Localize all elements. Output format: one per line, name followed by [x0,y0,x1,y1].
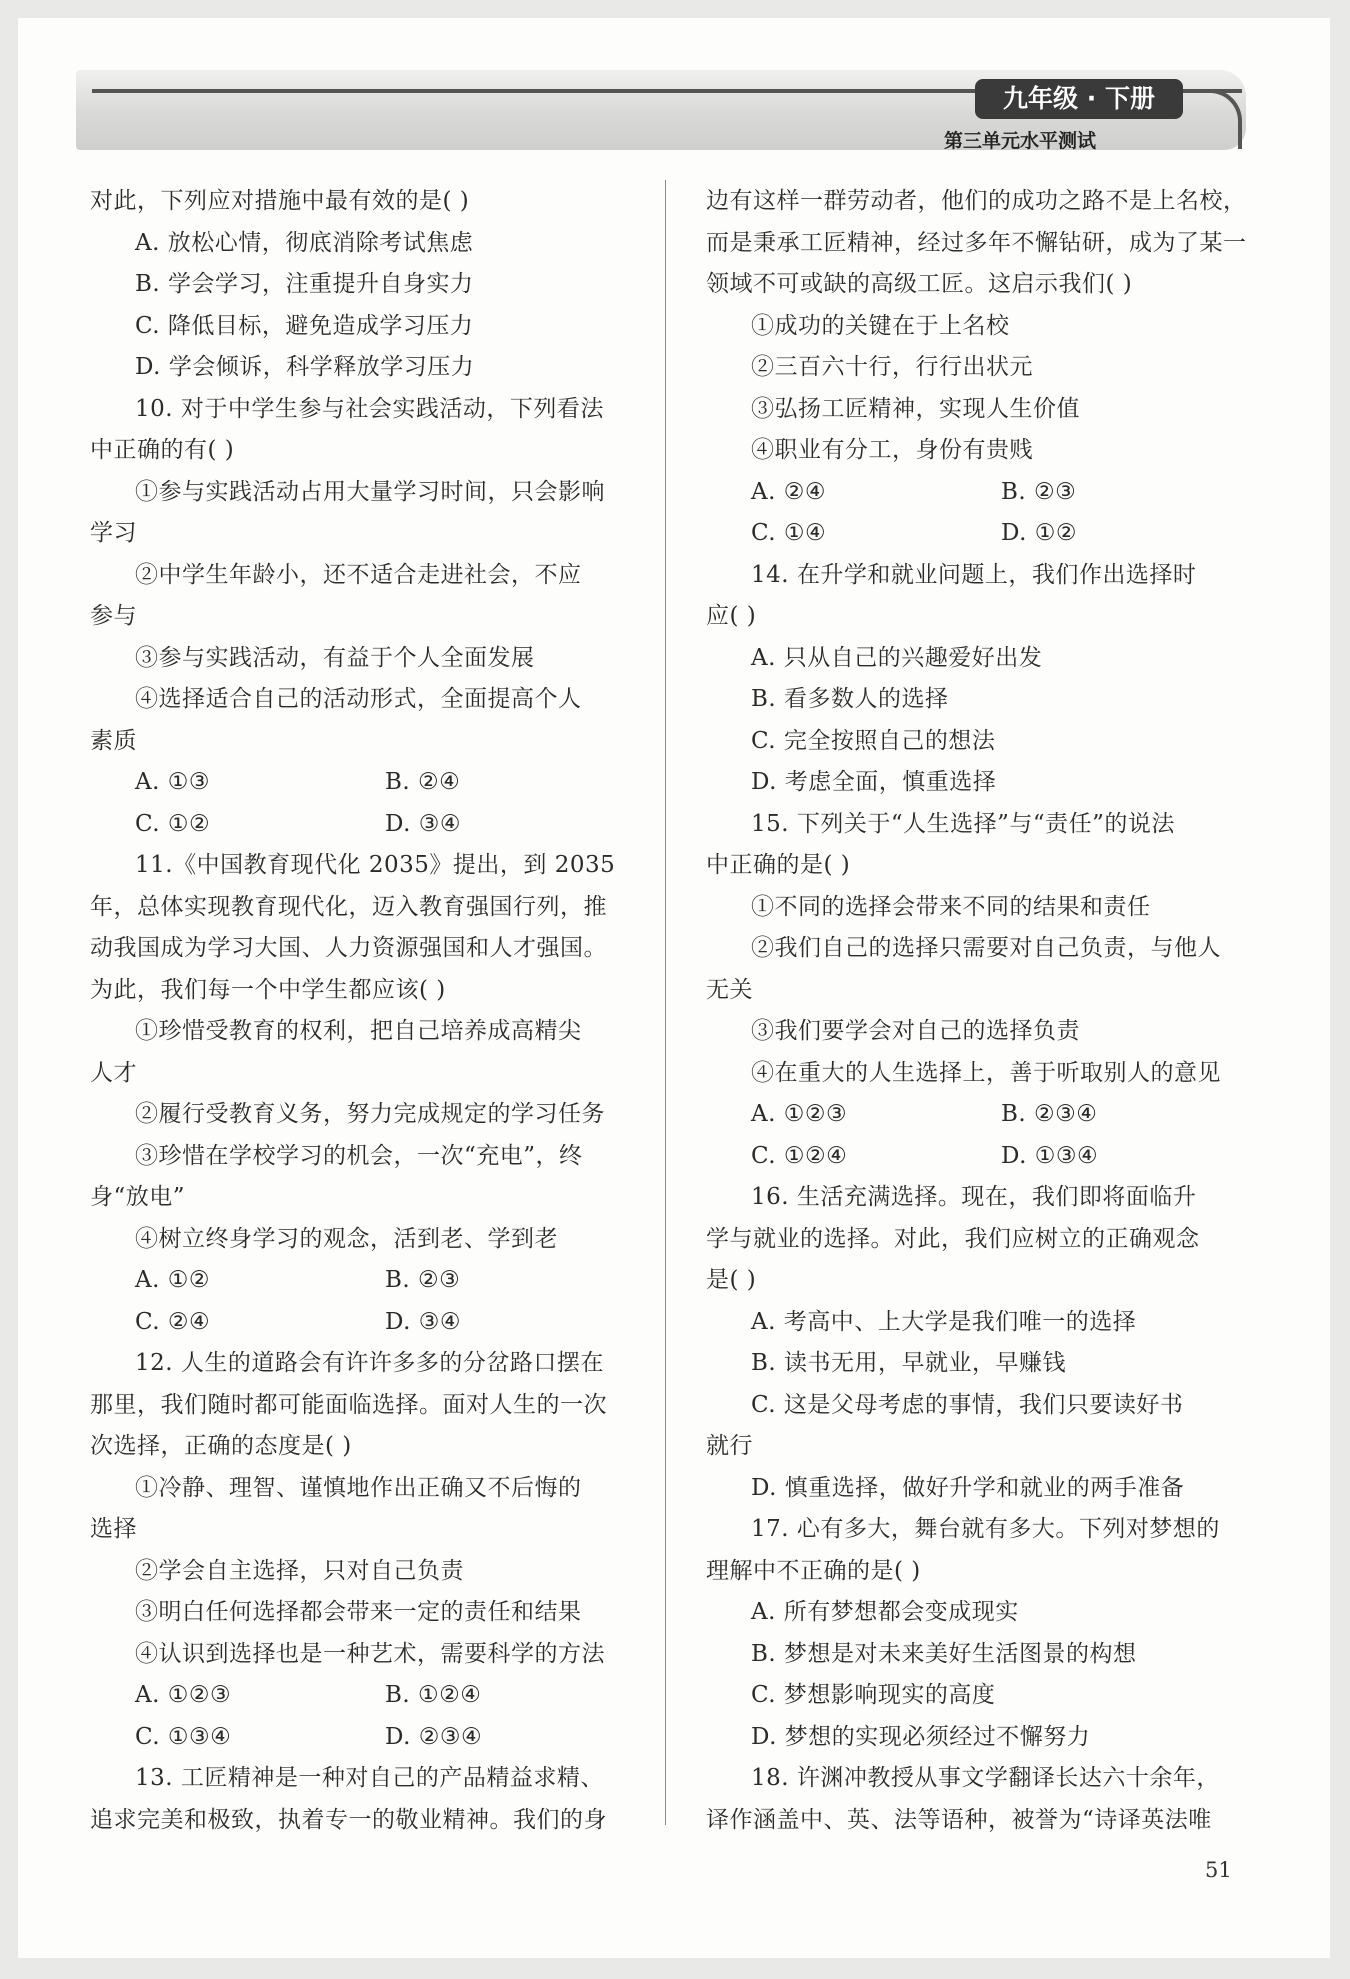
text-line: 人才 [90,1059,137,1086]
option-choice: B. ①②④ [385,1682,482,1708]
text-line: D. 学会倾诉，科学释放学习压力 [135,354,475,380]
option-choice: A. ①② [135,1267,210,1293]
column-divider [665,180,666,1825]
option-choice: C. ①③④ [135,1723,232,1750]
text-line: ④职业有分工，身份有贵贱 [751,437,1033,463]
text-line: ④树立终身学习的观念，活到老、学到老 [135,1225,558,1252]
text-line: ②三百六十行，行行出状元 [751,354,1033,380]
text-line: 那里，我们随时都可能面临选择。面对人生的一次 [90,1391,607,1418]
text-line: 理解中不正确的是( ) [706,1557,921,1584]
text-line: A. 考高中、上大学是我们唯一的选择 [751,1308,1137,1335]
option-choice: B. ②③ [385,1267,461,1293]
text-line: 参与 [90,603,137,629]
text-line: A. 只从自己的兴趣爱好出发 [751,644,1043,671]
text-line: ③弘扬工匠精神，实现人生价值 [751,395,1080,422]
text-line: 18. 许渊冲教授从事文学翻译长达六十余年， [751,1765,1220,1791]
text-line: 16. 生活充满选择。现在，我们即将面临升 [751,1184,1197,1210]
text-line: 13. 工匠精神是一种对自己的产品精益求精、 [135,1765,604,1791]
text-line: ③参与实践活动，有益于个人全面发展 [135,644,535,671]
text-line: 年，总体实现教育现代化，迈入教育强国行列，推 [90,893,607,920]
option-row [706,1094,1254,1136]
text-line: A. 所有梦想都会变成现实 [751,1599,1019,1625]
text-line: 中正确的有( ) [90,437,235,463]
text-line: A. 放松心情，彻底消除考试焦虑 [135,229,474,256]
text-line: 学习 [90,520,137,546]
option-row [90,1260,635,1302]
text-line: 14. 在升学和就业问题上，我们作出选择时 [751,561,1197,588]
text-line: ②学会自主选择，只对自己负责 [135,1557,464,1584]
text-line: ④选择适合自己的活动形式，全面提高个人 [135,686,582,712]
option-choice: A. ①②③ [135,1682,232,1708]
option-choice: D. ①③④ [1001,1142,1099,1169]
option-choice: A. ①②③ [751,1101,848,1127]
grade-badge: 九年级 · 下册 [975,79,1183,119]
text-line: 动我国成为学习大国、人力资源强国和人才强国。 [90,935,607,961]
text-line: 身“放电” [90,1184,186,1210]
text-line: 边有这样一群劳动者，他们的成功之路不是上名校， [706,188,1247,214]
text-line: C. 完全按照自己的想法 [751,727,996,754]
option-row [90,1302,635,1344]
text-line: ①不同的选择会带来不同的结果和责任 [751,893,1151,920]
text-line: 学与就业的选择。对此，我们应树立的正确观念 [706,1225,1200,1252]
option-choice: C. ①② [135,810,211,837]
option-choice: A. ①③ [135,769,210,795]
text-line: B. 看多数人的选择 [751,686,949,712]
text-line: 追求完美和极致，执着专一的敬业精神。我们的身 [90,1806,607,1833]
option-choice: C. ①②④ [751,1142,848,1169]
text-line: 应( ) [706,603,757,629]
text-line: 11.《中国教育现代化 2035》提出，到 2035 [135,852,616,878]
text-line: 译作涵盖中、英、法等语种，被誉为“诗译英法唯 [706,1806,1212,1833]
option-choice: C. ①④ [751,520,827,546]
option-choice: C. ②④ [135,1308,211,1335]
text-line: ②我们自己的选择只需要对自己负责，与他人 [751,935,1221,961]
option-row [706,513,1254,555]
option-choice: D. ①② [1001,520,1077,546]
text-line: D. 慎重选择，做好升学和就业的两手准备 [751,1474,1185,1501]
text-line: C. 梦想影响现实的高度 [751,1682,996,1708]
option-row [90,762,635,804]
text-line: 17. 心有多大，舞台就有多大。下列对梦想的 [751,1516,1220,1542]
option-choice: D. ③④ [385,1308,461,1335]
text-line: 对此，下列应对措施中最有效的是( ) [90,188,470,214]
text-line: ③我们要学会对自己的选择负责 [751,1018,1080,1044]
text-line: ②履行受教育义务，努力完成规定的学习任务 [135,1101,605,1127]
text-line: B. 梦想是对未来美好生活图景的构想 [751,1640,1137,1667]
text-line: 为此，我们每一个中学生都应该( ) [90,976,446,1003]
text-line: ④认识到选择也是一种艺术，需要科学的方法 [135,1640,605,1667]
option-row [706,472,1254,514]
header-curve [1180,89,1242,149]
text-line: C. 降低目标，避免造成学习压力 [135,312,474,339]
text-line: B. 学会学习，注重提升自身实力 [135,271,474,297]
text-line: 是( ) [706,1267,757,1293]
option-row [90,1717,635,1759]
left-column [90,181,635,1841]
text-line: ①冷静、理智、谨慎地作出正确又不后悔的 [135,1474,582,1501]
text-line: 次选择，正确的态度是( ) [90,1433,352,1459]
text-line: D. 梦想的实现必须经过不懈努力 [751,1723,1091,1750]
text-line: 10. 对于中学生参与社会实践活动，下列看法 [135,395,604,422]
text-line: 选择 [90,1516,137,1542]
text-line: ①参与实践活动占用大量学习时间，只会影响 [135,478,605,505]
text-line: ①成功的关键在于上名校 [751,312,1010,339]
text-line: ④在重大的人生选择上，善于听取别人的意见 [751,1059,1221,1086]
text-line: 12. 人生的道路会有许许多多的分岔路口摆在 [135,1350,604,1376]
option-choice: B. ②③④ [1001,1101,1098,1127]
text-line: 素质 [90,727,137,754]
option-choice: B. ②④ [385,769,461,795]
text-line: 15. 下列关于“人生选择”与“责任”的说法 [751,810,1175,837]
text-line: ②中学生年龄小，还不适合走进社会，不应 [135,561,582,588]
text-line: 而是秉承工匠精神，经过多年不懈钻研，成为了某一 [706,229,1247,256]
unit-title: 第三单元水平测试 [943,130,1096,152]
text-line: ①珍惜受教育的权利，把自己培养成高精尖 [135,1018,582,1044]
text-line: B. 读书无用，早就业，早赚钱 [751,1350,1067,1376]
text-line: C. 这是父母考虑的事情，我们只要读好书 [751,1391,1184,1418]
text-line: ③珍惜在学校学习的机会，一次“充电”，终 [135,1142,583,1169]
text-line: 无关 [706,976,753,1003]
page-number: 51 [1205,1858,1232,1882]
option-choice: B. ②③ [1001,478,1077,505]
text-line: 就行 [706,1433,753,1459]
text-line: ③明白任何选择都会带来一定的责任和结果 [135,1599,582,1625]
text-line: 中正确的是( ) [706,852,851,878]
text-line: 领域不可或缺的高级工匠。这启示我们( ) [706,271,1133,297]
right-column [706,181,1254,1841]
text-line: D. 考虑全面，慎重选择 [751,769,997,795]
option-row [90,804,635,846]
option-choice: D. ③④ [385,810,461,837]
option-choice: A. ②④ [751,478,826,505]
option-row [90,1675,635,1717]
option-row [706,1136,1254,1178]
option-choice: D. ②③④ [385,1723,483,1750]
